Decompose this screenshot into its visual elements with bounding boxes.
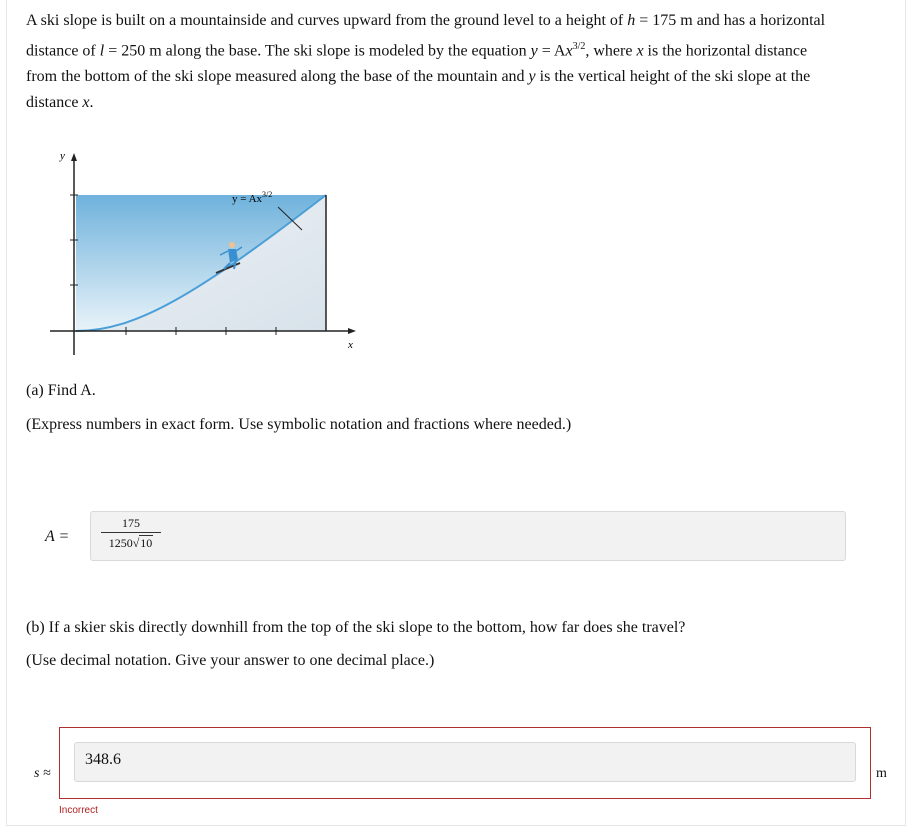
s-answer-status: Incorrect (59, 805, 98, 816)
problem-line-3: from the bottom of the ski slope measured along the base of the mountain and y is the vertical height of the ski slope at the (26, 68, 811, 86)
a-answer-field[interactable] (90, 511, 846, 561)
s-answer-unit: m (876, 766, 887, 781)
part-b-instructions: (Use decimal notation. Give your answer to one decimal place.) (26, 652, 435, 669)
problem-line-4: distance x. (26, 94, 94, 112)
part-a-instructions: (Express numbers in exact form. Use symbolic notation and fractions where needed.) (26, 416, 572, 433)
x-axis-arrow (348, 328, 356, 334)
x-axis-label: x (348, 339, 353, 351)
a-answer-label: A = (45, 528, 70, 545)
a-denominator: 1250√10 (108, 536, 153, 550)
problem-line-2: distance of l = 250 m along the base. The ski slope is modeled by the equation $y = Ax^{3/2}$, where x is the horizontal distance (26, 41, 808, 60)
ski-slope-figure (46, 145, 366, 355)
page-frame (6, 0, 906, 826)
curve-label: $y = Ax^{3/2}$ (232, 190, 273, 205)
problem-line-1: A ski slope is built on a mountainside and curves upward from the ground level to a height of h = 175 m and has a horizontal (26, 12, 826, 29)
s-answer-field[interactable]: 348.6 (74, 742, 856, 782)
problem-statement (26, 8, 886, 116)
a-answer-fraction (101, 516, 161, 551)
y-axis-label: y (60, 150, 65, 162)
a-numerator: 175 (101, 516, 161, 533)
part-a-question: (a) Find A. (26, 382, 96, 399)
y-axis-arrow (71, 153, 77, 161)
s-answer-label: s ≈ (34, 766, 51, 781)
sqrt-icon: √10 (132, 536, 153, 550)
part-b-question: (b) If a skier skis directly downhill from the top of the ski slope to the bottom, how far does she travel? (26, 619, 686, 636)
